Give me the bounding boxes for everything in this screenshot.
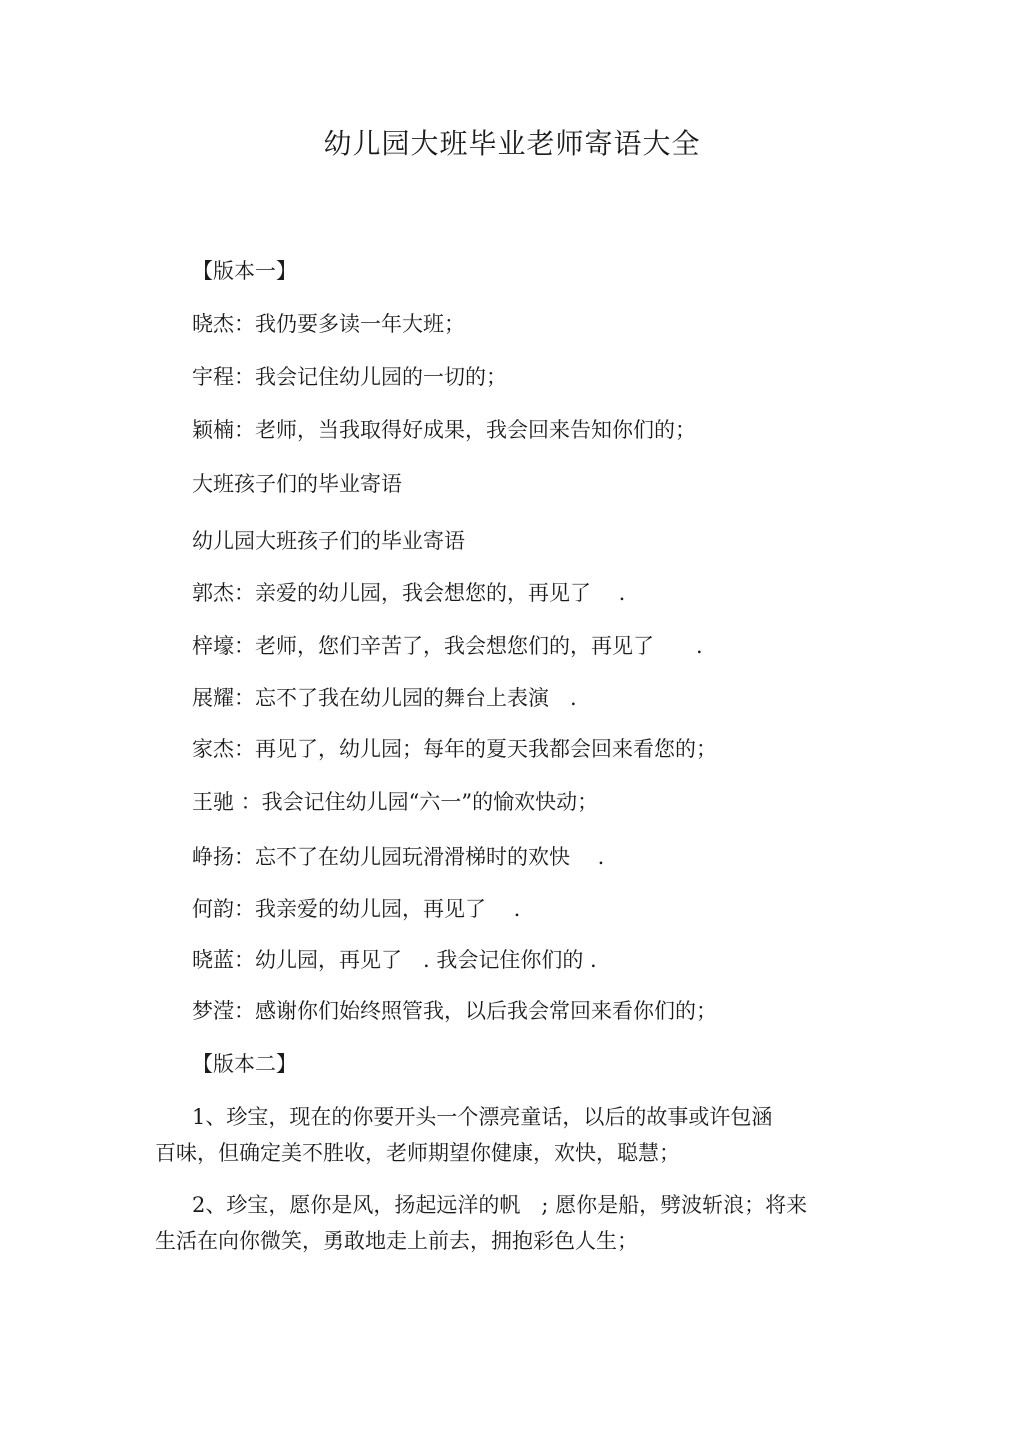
- message-line: 晓蓝：幼儿园，再见了 . 我会记住你们的 .: [192, 948, 597, 972]
- message-line: 何韵：我亲爱的幼儿园，再见了 .: [192, 897, 521, 921]
- paragraph-first-line: 1、珍宝，现在的你要开头一个漂亮童话，以后的故事或许包涵: [192, 1105, 773, 1129]
- section-heading-version-1: 【版本一】: [192, 259, 297, 283]
- message-line: 宇程：我会记住幼儿园的一切的；: [192, 365, 507, 389]
- message-line: 王驰 ：我会记住幼儿园“六一”的愉欢快动；: [192, 790, 599, 814]
- paragraph-continuation: 生活在向你微笑，勇敢地走上前去，拥抱彩色人生；: [155, 1229, 638, 1253]
- numbered-paragraph: [155, 1099, 855, 1171]
- message-line: 梓壕：老师，您们辛苦了，我会想您们的，再见了 .: [192, 634, 703, 658]
- message-line: 梦滢：感谢你们始终照管我，以后我会常回来看你们的；: [192, 999, 717, 1023]
- message-line: 郭杰：亲爱的幼儿园，我会想您的，再见了 .: [192, 581, 626, 605]
- numbered-paragraph: [155, 1187, 855, 1259]
- message-line: 家杰：再见了，幼儿园；每年的夏天我都会回来看您的；: [192, 737, 717, 761]
- message-line: 晓杰：我仍要多读一年大班；: [192, 312, 465, 336]
- message-line: 峥扬：忘不了在幼儿园玩滑滑梯时的欢快 .: [192, 845, 605, 869]
- message-line: 展耀：忘不了我在幼儿园的舞台上表演 .: [192, 686, 577, 710]
- section-heading-version-2: 【版本二】: [192, 1052, 297, 1076]
- subheading-line: 大班孩子们的毕业寄语: [192, 472, 402, 496]
- paragraph-first-line: 2、珍宝，愿你是风，扬起远洋的帆 ; 愿你是船，劈波斩浪；将来: [192, 1193, 808, 1217]
- message-line: 颖楠：老师，当我取得好成果，我会回来告知你们的；: [192, 418, 696, 442]
- subheading-line: 幼儿园大班孩子们的毕业寄语: [192, 529, 465, 553]
- paragraph-continuation: 百味，但确定美不胜收，老师期望你健康，欢快，聪慧；: [155, 1141, 680, 1165]
- document-title: 幼儿园大班毕业老师寄语大全: [323, 127, 701, 160]
